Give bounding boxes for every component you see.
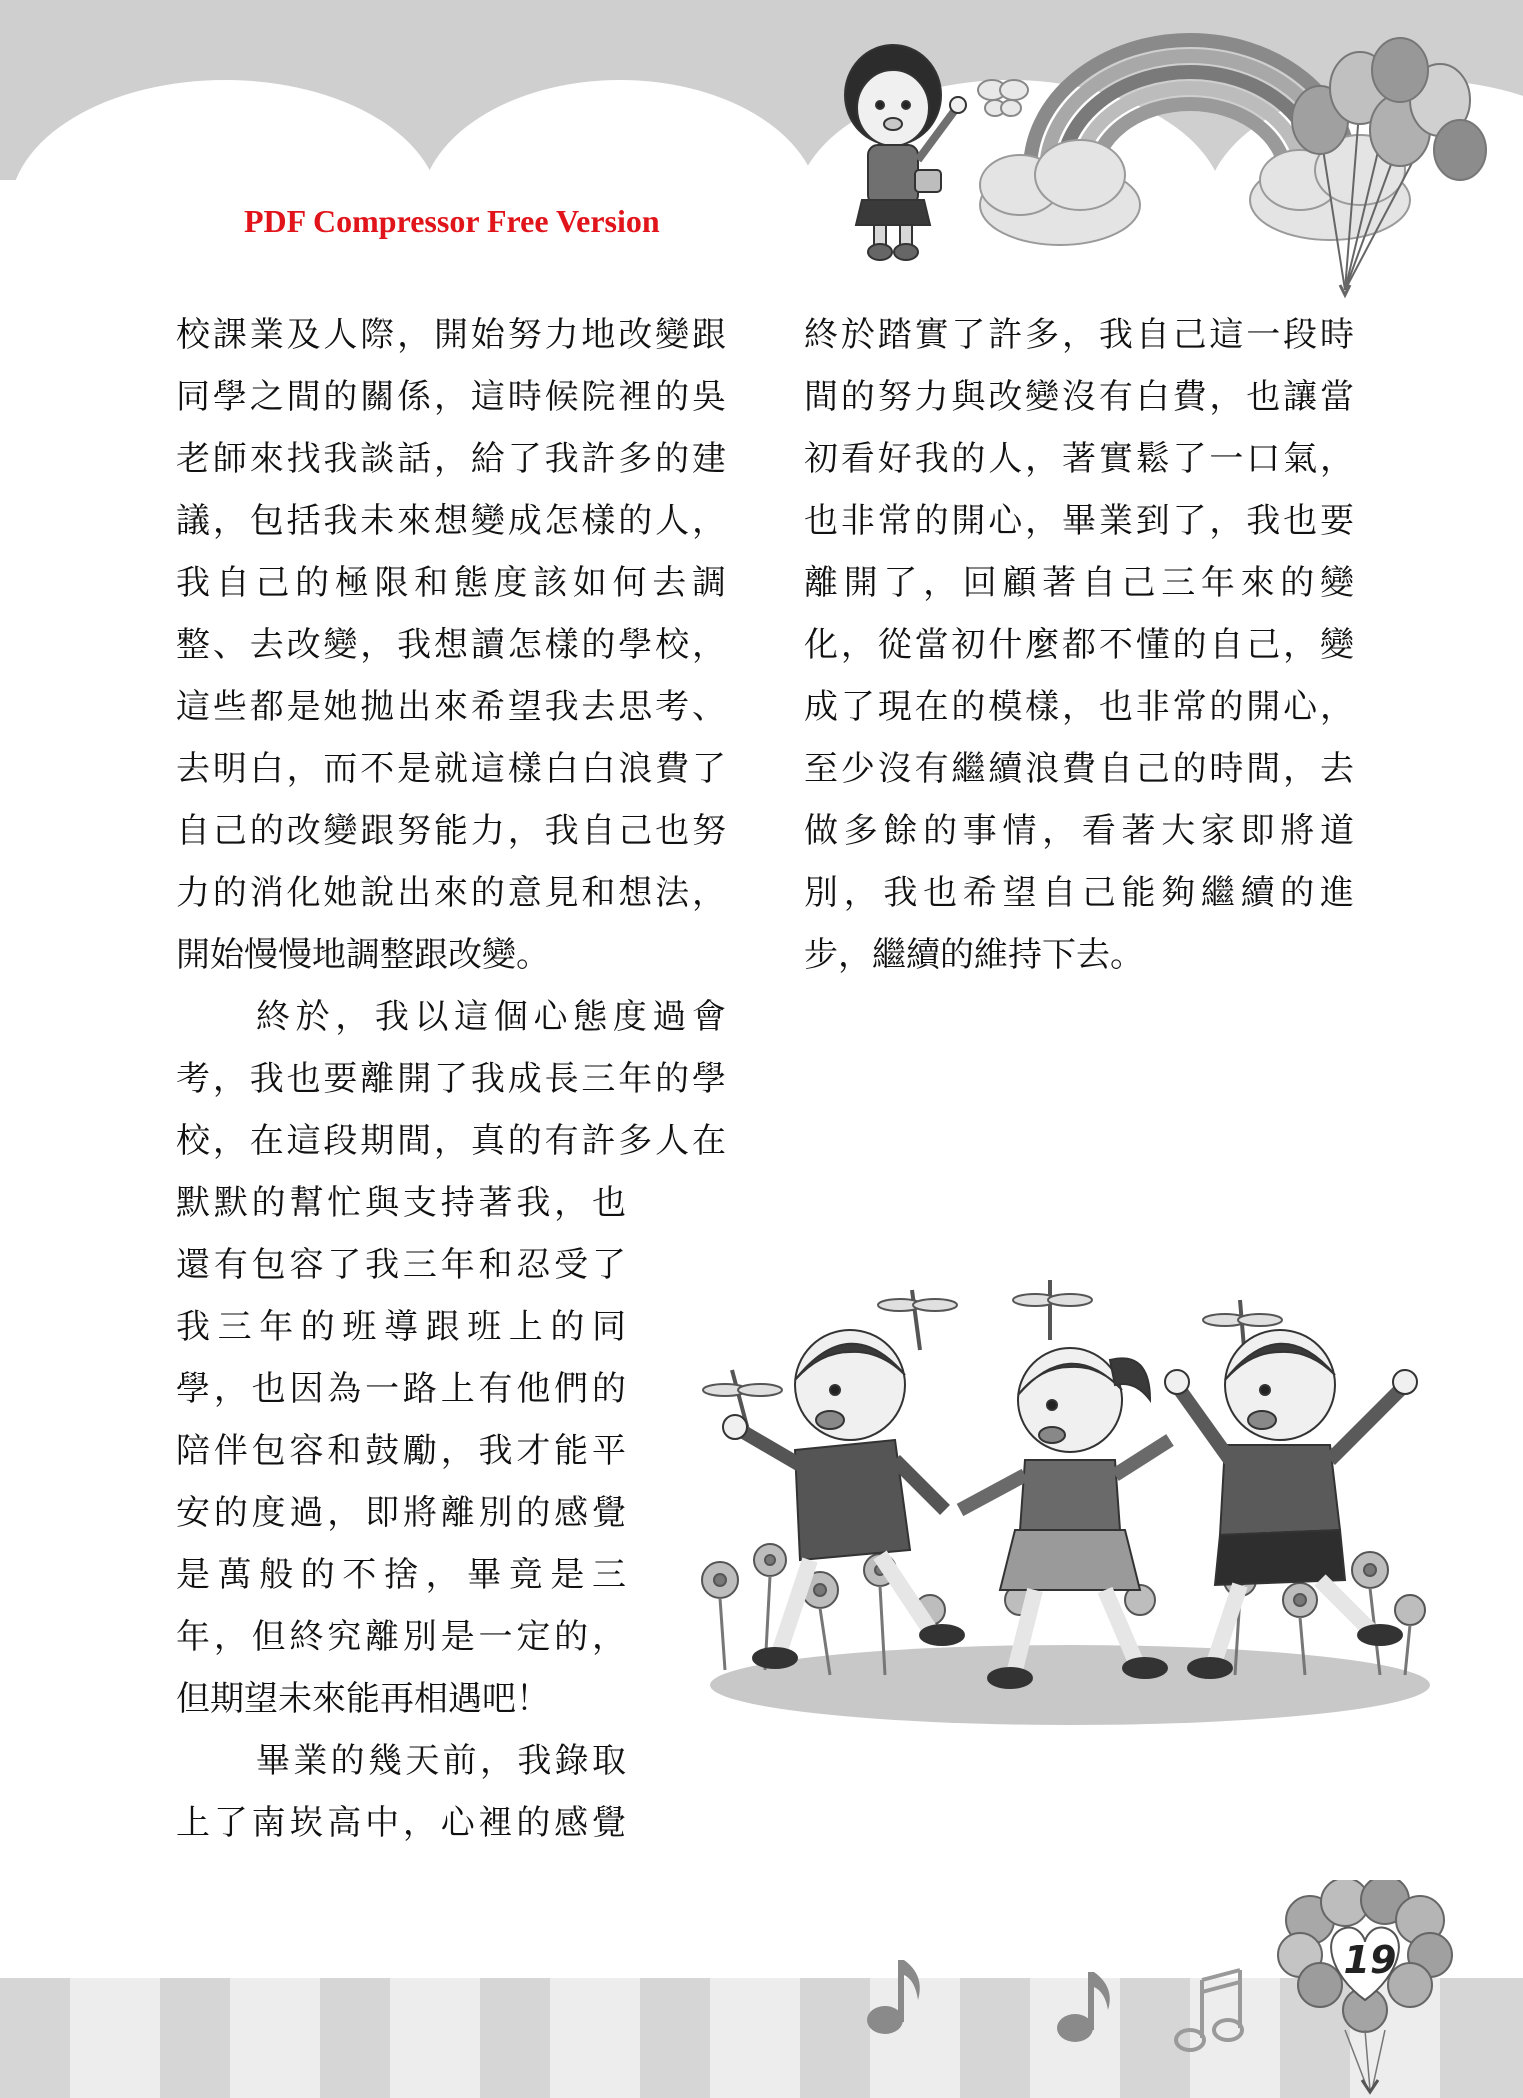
text-line: 終於踏實了許多，我自己這一段時 [804, 315, 1354, 355]
right-column [804, 304, 1354, 986]
watermark-text: PDF Compressor Free Version [244, 203, 660, 239]
text-line: 學，也因為一路上有他們的 [176, 1369, 626, 1409]
text-line: 初看好我的人，著實鬆了一口氣， [804, 439, 1354, 479]
text-line: 成了現在的模樣，也非常的開心， [804, 687, 1354, 727]
text-line: 還有包容了我三年和忍受了 [176, 1245, 626, 1285]
text-line: 自己的改變跟努能力，我自己也努 [176, 811, 726, 851]
text-line: 我自己的極限和態度該如何去調 [176, 563, 726, 603]
text-line: 同學之間的關係，這時候院裡的吳 [176, 377, 726, 417]
text-line: 整、去改變，我想讀怎樣的學校， [176, 625, 726, 665]
page-number: 19 [1343, 1938, 1397, 1982]
text-line: 議，包括我未來想變成怎樣的人， [176, 501, 726, 541]
text-line: 考，我也要離開了我成長三年的學 [176, 1059, 726, 1099]
text-line: 化，從當初什麼都不懂的自己，變 [804, 625, 1354, 665]
text-line: 是萬般的不捨，畢竟是三 [176, 1555, 626, 1595]
text-line: 去明白，而不是就這樣白白浪費了 [176, 749, 726, 789]
text-line: 上了南崁高中，心裡的感覺 [176, 1803, 626, 1843]
text-line: 我三年的班導跟班上的同 [176, 1307, 626, 1347]
text-line: 終於，我以這個心態度過會 [256, 997, 726, 1037]
text-line: 別，我也希望自己能夠繼續的進 [804, 873, 1354, 913]
text-line: 也非常的開心，畢業到了，我也要 [804, 501, 1354, 541]
text-line: 力的消化她說出來的意見和想法， [176, 873, 726, 913]
text-line: 開始慢慢地調整跟改變。 [176, 935, 550, 975]
text-line: 至少沒有繼續浪費自己的時間，去 [804, 749, 1354, 789]
left-column-bottom [176, 1172, 626, 1854]
text-line: 默默的幫忙與支持著我，也 [176, 1183, 626, 1223]
text-line: 這些都是她拋出來希望我去思考、 [176, 687, 726, 727]
text-line: 校，在這段期間，真的有許多人在 [176, 1121, 726, 1161]
text-line: 做多餘的事情，看著大家即將道 [804, 811, 1354, 851]
text-line: 老師來找我談話，給了我許多的建 [176, 439, 726, 479]
text-line: 間的努力與改變沒有白費，也讓當 [804, 377, 1354, 417]
text-line: 陪伴包容和鼓勵，我才能平 [176, 1431, 626, 1471]
text-line: 安的度過，即將離別的感覺 [176, 1493, 626, 1533]
text-line: 離開了，回顧著自己三年來的變 [804, 563, 1354, 603]
text-line: 畢業的幾天前，我錄取 [256, 1741, 626, 1781]
text-line: 年，但終究離別是一定的， [176, 1617, 626, 1657]
kids-running-icon [680, 1280, 1440, 1740]
footer-decoration [0, 1880, 1523, 2098]
text-line: 步，繼續的維持下去。 [804, 935, 1144, 975]
header-decoration [0, 0, 1523, 320]
text-line: 校課業及人際，開始努力地改變跟 [176, 315, 726, 355]
text-line: 但期望未來能再相遇吧！ [176, 1679, 550, 1719]
left-column-top [176, 304, 726, 1172]
